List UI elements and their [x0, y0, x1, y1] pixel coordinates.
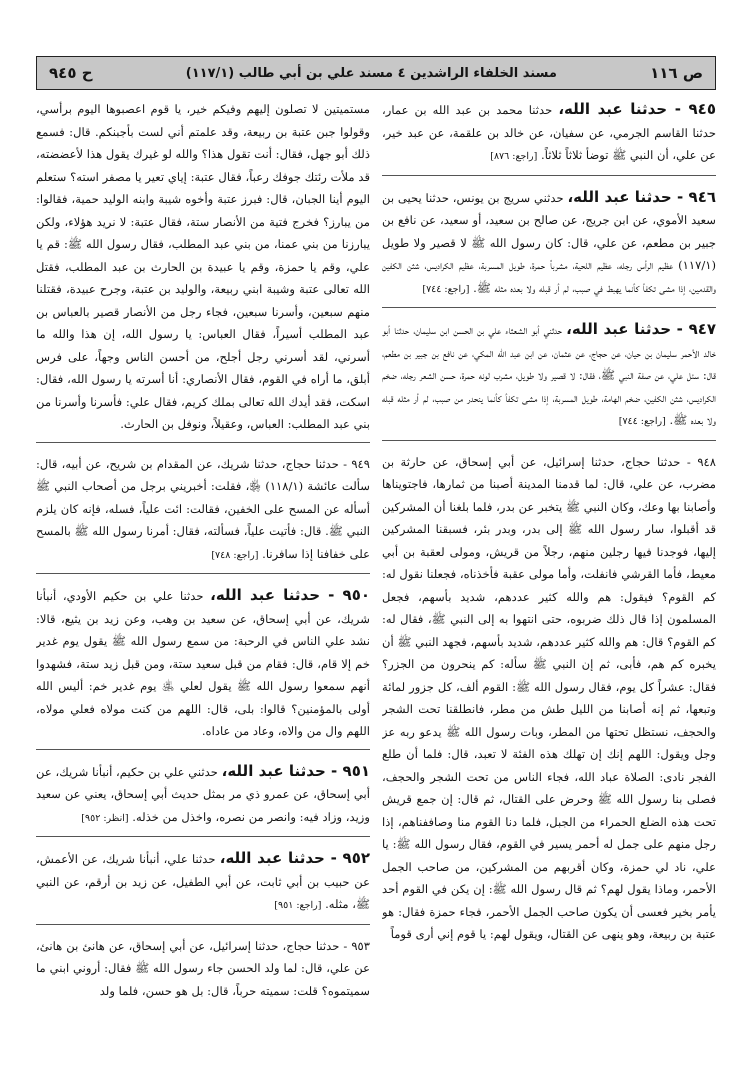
hadith-946-reference: [راجع: ٧٤٤]	[422, 283, 470, 295]
hadith-951-heading: ٩٥١ - حدثنا عبد الله،	[221, 761, 370, 780]
hadith-952-text: حدثنا علي، أنبأنا شريك، عن الأعمش، عن حبيب بن أبي ثابت، عن أبي الطفيل، عن زيد بن أرقم، عن النبي ﷺ، مثله.	[36, 852, 370, 911]
hadith-951-reference: [انظر: ٩٥٢]	[81, 812, 129, 824]
text-columns	[36, 98, 716, 1078]
hadith-946-heading: ٩٤٦ - حدثنا عبد الله،	[567, 187, 716, 206]
left-column	[36, 98, 370, 1078]
hadith-948-continued-text: مستميتين لا تصلون إليهم وفيكم خير، يا قوم اعصبوها اليوم برأسي، وقولوا جبن عتبة بن ربيعة، وقد علمتم أني لست بأجبنكم. قال: فسمع ذلك أبو جهل، فقال: أنت تقول هذا؟ والله لو غيرك يقول هذا لأعضضته، قد ملأت رئتك جوفك رعباً، فقال عتبة: إياي تعير يا مصفر استه؟ ستعلم اليوم أينا الجبان، قال: فبرز عتبة وأخوه شيبة وابنه الوليد حمية، فقالوا: من يبارز؟ فخرج فتية من الأنصار ستة، فقال عتبة: لا نريد هؤلاء، ولكن يبارزنا من بني عمنا، من بني عبد المطلب، فقال رسول الله ﷺ: قم يا علي، وقم يا حمزة، وقم يا عبيدة بن الحارث بن عبد المطلب، فقتل الله تعالى عتبة وشيبة ابني ربيعة، والوليد بن عتبة، وجرح عبيدة، فقتلنا منهم سبعين، وأسرنا سبعين، فجاء رجل من الأنصار قصير بالعباس بن عبد المطلب أسيراً، فقال العباس: يا رسول الله، إن هذا والله ما أسرني، لقد أسرني رجل أجلح، من أحسن الناس وجهاً، على فرس أبلق، ما أراه في القوم، فقال الأنصاري: أنا أسرته يا رسول الله، فقال: اسكت، فقد أيدك الله تعالى بملك كريم، فقال علي: فأسرنا وأسرنا من بني عبد المطلب: العباس، وعقيلاً، ونوفل بن الحارث.	[36, 102, 370, 431]
hadith-947	[382, 318, 716, 434]
hadith-949	[36, 453, 370, 568]
hadith-948-continued	[36, 98, 370, 436]
hadith-949-text: ٩٤٩ - حدثنا حجاج، حدثنا شريك، عن المقدام بن شريح، عن أبيه، قال: سألت عائشة (١١٨/١) ﵂، فقلت: أخبريني برجل من أصحاب النبي ﷺ أسأله عن المسح على الخفين، فقالت: ائت علياً، فسله، فإنه كان يلزم النبي ﷺ. قال: فأتيت علياً، فسألته، فقال: أمرنا رسول الله ﷺ بالمسح على خفافنا إذا سافرنا.	[36, 456, 370, 561]
hadith-947-text: حدثني أبو الشعثاء علي بن الحسن ابن سليمان، حدثنا أبو خالد الأحمر سليمان بن حيان، عن حجاج، عن عثمان، عن ابن عبد الله المكي، عن نافع بن جبير بن مطعم، قال: سئل علي، عن صفة النبي ﷺ، فقال: لا قصير ولا طويل، مشرب لونه حمرة، حسن الشعر رجله، ضخم الكراديس، شثن الكفين، ضخم الهامة، طويل المسربة، إذا مشى تكفأ كأنما ينحدر من صبب، لم أر مثله قبله ولا بعده ﷺ.	[382, 323, 716, 427]
hadith-945	[382, 98, 716, 169]
divider	[36, 442, 370, 443]
page-header	[36, 56, 716, 90]
hadith-950-text: حدثنا علي بن حكيم الأودي، أنبأنا شريك، عن أبي إسحاق، عن سعيد بن وهب، وعن زيد بن يثيع، قالا: نشد علي الناس في الرحبة: من سمع رسول الله ﷺ يقول يوم غدير خم إلا قام، قال: فقام من قبل سعيد ستة، ومن قبل زيد ستة، فشهدوا أنهم سمعوا رسول الله ﷺ يقول لعلي ﵁ يوم غدير خم: أليس الله أولى بالمؤمنين؟ قالوا: بلى، قال: اللهم من كنت مولاه فعلي مولاه، اللهم وال من والاه، وعاد من عاداه.	[36, 589, 370, 738]
divider	[36, 573, 370, 574]
divider	[36, 836, 370, 837]
hadith-945-reference: [راجع: ٨٧٦]	[490, 151, 538, 162]
hadith-951	[36, 760, 370, 831]
hadith-952-heading: ٩٥٢ - حدثنا عبد الله،	[219, 849, 370, 867]
hadith-947-reference: [راجع: ٧٤٤]	[618, 416, 666, 427]
hadith-951-text: حدثني علي بن حكيم، أنبأنا شريك، عن أبي إسحاق، عن عمرو ذي مر بمثل حديث أبي إسحاق، يعني عن سعيد وزيد، وزاد فيه: وانصر من نصره، واخذل من خذله.	[36, 764, 370, 824]
hadith-952	[36, 847, 370, 918]
hadith-953	[36, 935, 370, 1003]
hadith-946	[382, 186, 716, 302]
page-number: ص ١١٦	[650, 64, 703, 82]
hadith-number-label: ح ٩٤٥	[49, 64, 93, 82]
right-column	[382, 98, 716, 1078]
page-title: مسند الخلفاء الراشدين ٤ مسند علي بن أبي طالب (١١٧/١)	[185, 65, 557, 81]
hadith-949-reference: [راجع: ٧٤٨]	[211, 549, 259, 561]
hadith-948-text: ٩٤٨ - حدثنا حجاج، حدثنا إسرائيل، عن أبي إسحاق، عن حارثة بن مضرب، عن علي، قال: لما قدمنا المدينة أصبنا من ثمارها، فاجتويناها وأصابنا بها وعك، وكان النبي ﷺ يتخبر عن بدر، فلما بلغنا أن المشركين قد أقبلوا، سار رسول الله ﷺ إلى بدر، وبدر بئر، فسبقنا المشركين إليها، فوجدنا فيها رجلين منهم، رجلاً من قريش، ومولى لعقبة بن أبي معيط، فأما القرشي فانفلت، وأما مولى عقبة فأخذناه، فجعلنا نقول له: كم القوم؟ فيقول: هم والله كثير عددهم، شديد بأسهم، فجعل المسلمون إذا قال ذلك ضربوه، حتى انتهوا به إلى النبي ﷺ، فقال له: كم القوم؟ قال: هم والله كثير عددهم، شديد بأسهم، فجهد النبي ﷺ أن يخبره كم هم، فأبى، ثم إن النبي ﷺ سأله: كم ينحرون من الجزر؟ فقال: عشراً كل يوم، فقال رسول الله ﷺ: القوم ألف، كل جزور لمائة وتبعها، ثم إنه أصابنا من الليل طش من مطر، فانطلقنا تحت الشجر والحجف، نستظل تحتها من المطر، وبات رسول الله ﷺ يدعو ربه عز وجل ويقول: اللهم إنك إن تهلك هذه الفئة لا تعبد، قال: فلما أن طلع الفجر نادى: الصلاة عباد الله، فجاء الناس من تحت الشجر والحجف، فصلى بنا رسول الله ﷺ وحرض على القتال، ثم قال: إن جمع قريش تحت هذه الضلع الحمراء من الجبل، فلما دنا القوم منا وصاففناهم، إذا رجل منهم على جمل له أحمر يسير في القوم، فقال رسول الله ﷺ: يا علي، ناد لي حمزة، وكان أقربهم من المشركين، من صاحب الجمل الأحمر، وماذا يقول لهم؟ ثم قال رسول الله ﷺ: إن يكن في القوم أحد يأمر بخير فعسى أن يكون صاحب الجمل الأحمر، فجاء حمزة فقال: هو عتبة بن ربيعة، وهو ينهى عن القتال، ويقول لهم: يا قوم إني أرى قوماً	[382, 454, 716, 941]
hadith-952-reference: [راجع: ٩٥١]	[274, 900, 322, 911]
hadith-945-heading: ٩٤٥ - حدثنا عبد الله،	[558, 100, 716, 118]
hadith-945-text: حدثنا محمد بن عبد الله بن عمار، حدثنا القاسم الجرمي، عن سفيان، عن خالد بن علقمة، عن عبد خير، عن علي، أن النبي ﷺ توضأ ثلاثاً ثلاثاً.	[382, 103, 716, 162]
hadith-950	[36, 584, 370, 743]
hadith-947-heading: ٩٤٧ - حدثنا عبد الله،	[566, 320, 716, 338]
hadith-950-heading: ٩٥٠ - حدثنا عبد الله،	[210, 586, 370, 604]
divider	[382, 440, 716, 441]
hadith-946-text: حدثني سريج بن يونس، حدثنا يحيى بن سعيد الأموي، عن ابن جريج، عن صالح بن سعيد، أو سعيد، عن نافع بن جبير بن مطعم، عن علي، قال: كان رسول الله ﷺ لا قصير ولا طويل (١١٧/١) عظيم الرأس رجله، عظيم اللحية، مشرباً حمرة، طويل المسربة، عظيم الكراديس، شثن الكفين والقدمين، إذا مشى تكفأ كأنما يهبط في صبب، لم أر قبله ولا بعده مثله ﷺ.	[382, 190, 716, 295]
hadith-953-text: ٩٥٣ - حدثنا حجاج، حدثنا إسرائيل، عن أبي إسحاق، عن هانئ بن هانئ، عن علي، قال: لما ولد الحسن جاء رسول الله ﷺ فقال: أروني ابني ما سميتموه؟ قلت: سميته حرباً، قال: بل هو حسن، فلما ولد	[36, 938, 370, 998]
divider	[36, 924, 370, 925]
hadith-948	[382, 451, 716, 946]
divider	[382, 307, 716, 308]
divider	[382, 175, 716, 176]
divider	[36, 749, 370, 750]
